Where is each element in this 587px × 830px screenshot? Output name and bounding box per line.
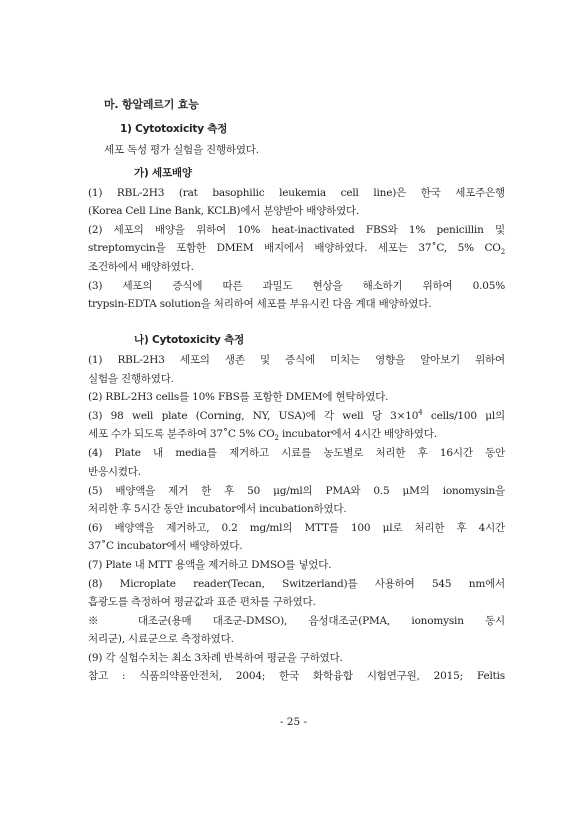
cytotox-s1-line1: (1) RBL-2H3 세포의 생존 및 증식에 미치는 영향을 알아보기 위하여 <box>88 354 505 366</box>
cytotox-s8-line1: (8) Microplate reader(Tecan, Switzerland)를 사용하여 545 nm에서 <box>88 578 505 590</box>
cytotox-note-line1: ※ 대조군(용매 대조군-DMSO), 음성대조군(PMA, ionomysin 동시 <box>88 615 505 627</box>
cytotox-s4-line1: (4) Plate 내 media를 제거하고 시료를 농도별로 처리한 후 16시간 동안 <box>88 447 505 459</box>
culture-p3-line2: trypsin-EDTA solution을 처리하여 세포를 부유시킨 다음 계대 배양하였다. <box>88 298 432 310</box>
page-number: - 25 - <box>279 716 308 728</box>
cytotox-s9-line1: (9) 각 실험수치는 최소 3차례 반복하여 평균을 구하였다. <box>88 652 343 664</box>
cytotox-s5-line1: (5) 배양액을 제거 한 후 50 μg/ml의 PMA와 0.5 μM의 ionomysin을 <box>88 485 505 497</box>
culture-p2-line2: streptomycin을 포함한 DMEM 배지에서 배양하였다. 세포는 37˚C, 5% $CO_2$ <box>88 242 505 257</box>
cytotox-s8-line2: 흡광도를 측정하여 평균값과 표준 편차를 구하였다. <box>88 596 316 608</box>
cytotox-s6-line2: 37˚C incubator에서 배양하였다. <box>88 540 243 552</box>
cytotox-s1-line2: 실험을 진행하였다. <box>88 373 174 385</box>
subsection-title: 1) Cytotoxicity 측정 <box>120 123 228 135</box>
culture-p1-line2: (Korea Cell Line Bank, KCLB)에서 분양받아 배양하였다. <box>88 205 360 217</box>
culture-p2-line1: (2) 세포의 배양을 위하여 10% heat-inactivated FBS와 1% penicillin 및 <box>88 224 505 236</box>
cytotox-s3-line2: 세포 수가 되도록 분주하여 37˚C 5% $CO_2$ incubator에서 4시간 배양하였다. <box>88 428 437 443</box>
reference-line: 참고 : 식품의약품안전처, 2004; 한국 화학융합 시험연구원, 2015; Feltis <box>88 670 505 682</box>
cytotox-note-line2: 처리군), 시료군으로 측정하였다. <box>88 633 234 645</box>
cytotox-s4-line2: 반응시켰다. <box>88 466 141 478</box>
culture-heading: 가) 세포배양 <box>134 167 192 179</box>
cytotox-s6-line1: (6) 배양액을 제거하고, 0.2 mg/ml의 MTT를 100 μl로 처리한 후 4시간 <box>88 522 505 534</box>
cytotox-s7-line1: (7) Plate 내 MTT 용액을 제거하고 DMSO를 넣었다. <box>88 559 332 571</box>
culture-p1-line1: (1) RBL-2H3 (rat basophilic leukemia cell line)은 한국 세포주은행 <box>88 187 505 199</box>
section-title: 마. 항알레르기 효능 <box>104 98 199 111</box>
cytotox-heading: 나) Cytotoxicity 측정 <box>134 334 245 346</box>
culture-p3-line1: (3) 세포의 증식에 따른 과밀도 현상을 해소하기 위하여 0.05% <box>88 280 505 292</box>
intro-text: 세포 독성 평가 실험을 진행하였다. <box>104 144 259 156</box>
culture-p2-line3: 조건하에서 배양하였다. <box>88 261 194 273</box>
cytotox-s3-line1: (3) 98 well plate (Corning, NY, USA)에 각 well 당 $3\times 10^4$ cells/100 μl의 <box>88 408 505 422</box>
cytotox-s5-line2: 처리한 후 5시간 동안 incubator에서 incubation하였다. <box>88 503 347 515</box>
cytotox-s2-line1: (2) RBL-2H3 cells를 10% FBS를 포함한 DMEM에 현탁하였다. <box>88 391 389 403</box>
